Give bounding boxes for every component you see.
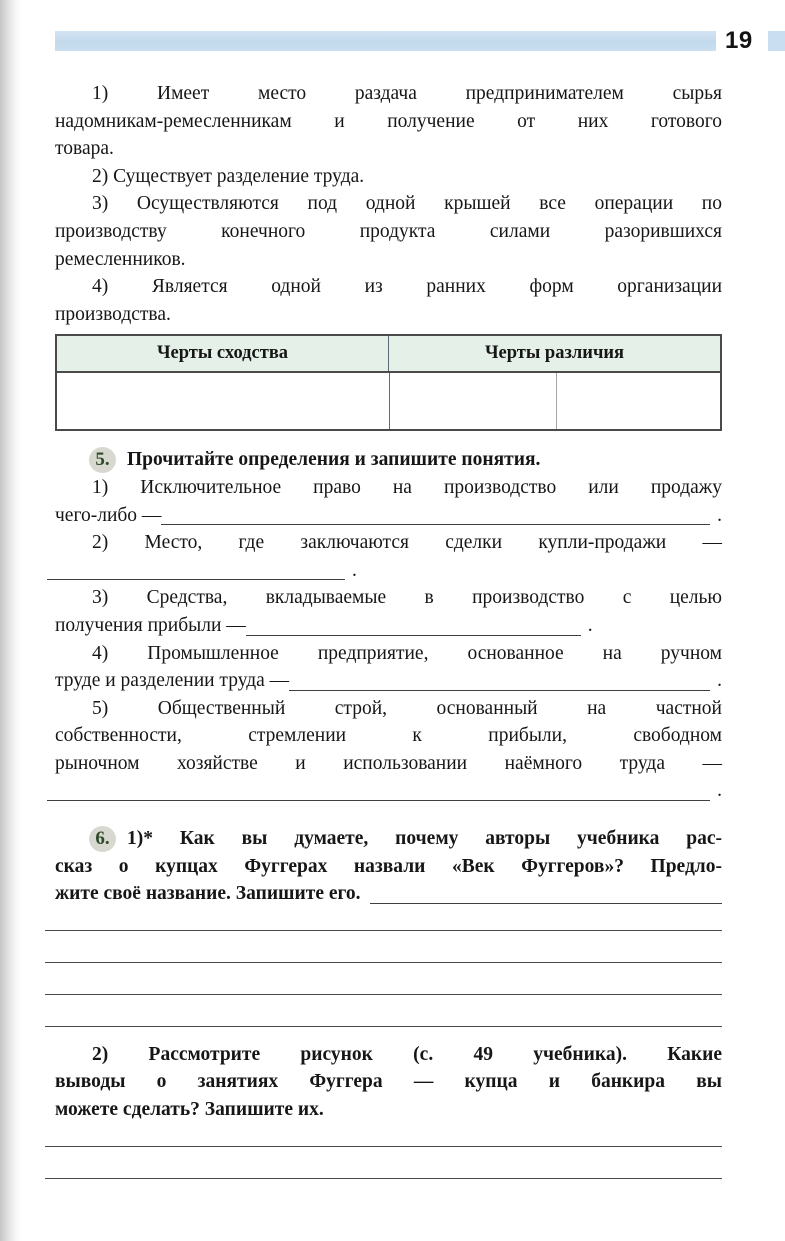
task6-q1-line2: сказ о купцах Фуггерах назвали «Век Фуггеров»? Предло- (55, 855, 722, 877)
answer-blank (289, 667, 710, 695)
definition-5-line3: рыночном хозяйстве и использовании наёмного труда — (55, 752, 722, 774)
comparison-table-empty-row (57, 373, 720, 429)
page-edge-shadow (0, 0, 22, 1241)
intro-line: ремесленников. (55, 248, 186, 270)
table-header-similarities: Черты сходства (57, 336, 389, 371)
task6-q1-answer-row (55, 880, 722, 908)
task6-q2-line2: выводы о занятиях Фуггера — купца и банкира вы (55, 1071, 722, 1093)
definition-5-answer-row (55, 777, 722, 805)
answer-lines-block-bottom (55, 1124, 722, 1179)
definition-5-line1: 5) Общественный строй, основанный на частной (92, 697, 722, 719)
definition-1-answer-row (55, 502, 722, 530)
line-end-period: . (717, 670, 722, 692)
answer-line (45, 1147, 722, 1179)
spacer (357, 557, 722, 585)
definition-2-answer-row (55, 557, 722, 585)
line-end-period: . (717, 780, 722, 802)
answer-line (45, 1124, 722, 1147)
table-header-differences: Черты различия (484, 343, 625, 364)
task6-q2 (55, 1041, 722, 1124)
answer-lines-block (55, 908, 722, 1027)
definition-5-line2: собственности, стремлении к прибыли, свободном (55, 725, 722, 747)
intro-line: товара. (55, 138, 114, 160)
answer-blank (47, 557, 345, 585)
intro-line: 4) Является одной из ранних форм организации (92, 276, 722, 298)
definition-4-line1: 4) Промышленное предприятие, основанное на ручном (92, 642, 722, 664)
comparison-table-header (57, 336, 720, 373)
answer-blank (161, 502, 710, 530)
line-end-period: . (352, 559, 357, 581)
task6-number-badge: 6. (89, 826, 116, 852)
spacer (593, 612, 722, 640)
task5-header (55, 446, 722, 474)
intro-line: производству конечного продукта силами разорившихся (55, 220, 722, 242)
task6-q1-line3: жите своё название. Запишите его. (55, 883, 361, 905)
definition-4-answer-row (55, 667, 722, 695)
answer-blank (246, 612, 581, 640)
answer-line (45, 995, 722, 1027)
answer-line (45, 908, 722, 931)
intro-line: 1) Имеет место раздача предпринимателем сырья (92, 83, 722, 104)
definition-4-prefix: труде и разделении труда — (55, 670, 290, 692)
line-end-period: . (587, 614, 593, 636)
intro-line: 3) Осуществляются под одной крышей все операции по (92, 193, 722, 215)
task6-q1-line1: 1)* Как вы думаете, почему авторы учебника рас- (127, 828, 722, 850)
line-end-period: . (717, 504, 722, 526)
task6-q2-line1: 2) Рассмотрите рисунок (с. 49 учебника). Какие (92, 1043, 722, 1065)
definition-3-prefix: получения прибыли — (55, 614, 246, 636)
definition-3-answer-row (55, 612, 722, 640)
task-6 (55, 825, 722, 1179)
intro-line: 2) Существует разделение труда. (92, 165, 365, 187)
page-number: 19 (725, 27, 753, 54)
task5-instruction: Прочитайте определения и запишите понятия. (127, 449, 541, 471)
definition-1-line1: 1) Исключительное право на производство или продажу (92, 476, 722, 498)
decorative-header-bar-fragment (768, 31, 785, 51)
intro-list (55, 80, 722, 328)
answer-blank (47, 777, 710, 805)
intro-line: надомникам-ремесленникам и получение от них готового (55, 110, 722, 132)
intro-line: производства. (55, 303, 171, 325)
task6-q2-line3: можете сделать? Запишите их. (55, 1099, 324, 1121)
page-content (55, 80, 722, 1179)
comparison-table (55, 334, 722, 431)
definition-1-prefix: чего-либо — (55, 504, 162, 526)
answer-line (45, 931, 722, 963)
decorative-header-bar (55, 31, 716, 51)
task6-header (55, 825, 722, 853)
definition-2-line1: 2) Место, где заключаются сделки купли-продажи — (92, 532, 722, 554)
answer-line (45, 963, 722, 995)
definition-3-line1: 3) Средства, вкладываемые в производство с целью (92, 587, 722, 609)
answer-blank (370, 880, 722, 908)
task-5 (55, 446, 722, 805)
task5-number-badge: 5. (89, 447, 116, 473)
